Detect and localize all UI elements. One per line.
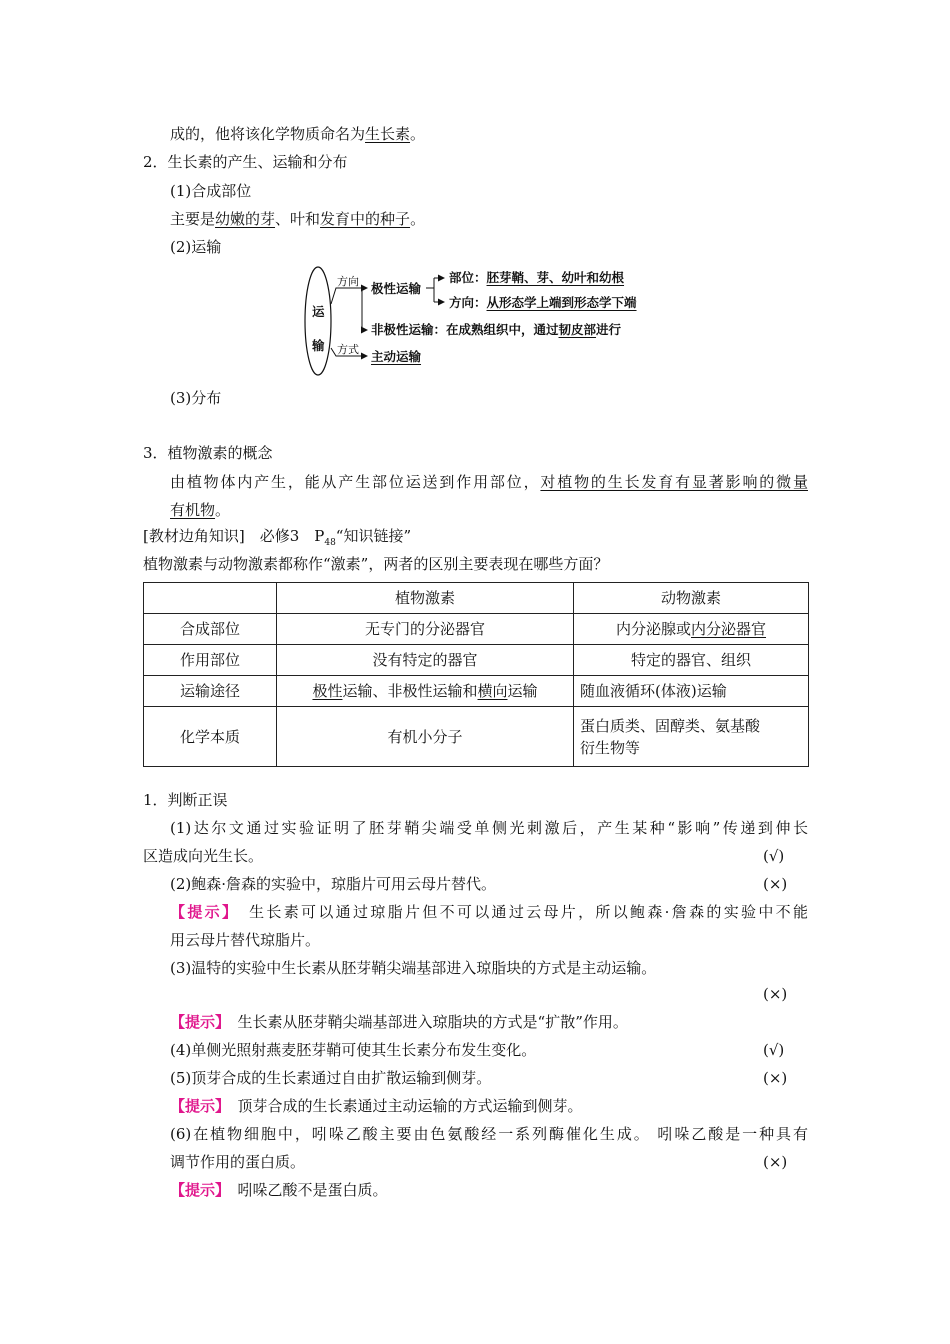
corner-question: 植物激素与动物激素都称作“激素”，两者的区别主要表现在哪些方面？: [143, 555, 609, 573]
synthesis-text: 主要是幼嫩的芽、叶和发育中的种子。: [170, 210, 426, 228]
concept-line-1: 由植物体内产生，能从产生部位运送到作用部位，对植物的生长发育有显著影响的微量: [170, 473, 808, 491]
location-line: 部位：胚芽鞘、芽、幼叶和幼根: [449, 270, 625, 285]
q2: (2)鲍森·詹森的实验中，琼脂片可用云母片替代。: [170, 875, 497, 893]
judge-title: 1．判断正误: [143, 791, 228, 809]
sub-heading-synthesis: (1)合成部位: [170, 182, 252, 200]
transport-diagram: [304, 266, 654, 384]
q5: (5)顶芽合成的生长素通过自由扩散运输到侧芽。: [170, 1069, 492, 1087]
table-row: [144, 645, 809, 676]
row-label: 合成部位: [144, 614, 277, 645]
sub-heading-transport: (2)运输: [170, 238, 222, 256]
underlined-answer: 生长素: [365, 125, 411, 143]
animal-cell: 特定的器官、组织: [574, 645, 809, 676]
plant-cell: 无专门的分泌器官: [277, 614, 574, 645]
corner-knowledge-label: [教材边角知识] 必修3 $P_{48}“$知识链接”: [143, 527, 412, 548]
table-row: [144, 676, 809, 707]
tip-label: 【提示】: [170, 1097, 223, 1115]
diagram-ellipse: [305, 267, 331, 375]
table-row: [144, 707, 809, 767]
underlined-answer: 对植物的生长发育有显著影响的微量: [540, 473, 808, 491]
table-header-cell: 植物激素: [277, 583, 574, 614]
polar-transport: 极性运输: [371, 281, 422, 296]
tip-6: 【提示】 吲哚乙酸不是蛋白质。: [170, 1181, 388, 1199]
tip-label: 【提示】: [170, 1013, 223, 1031]
plant-cell: 极性运输、非极性运输和横向运输: [277, 676, 574, 707]
sub-heading-distribution: (3)分布: [170, 389, 222, 407]
animal-cell: 随血液循环(体液)运输: [574, 676, 809, 707]
comparison-table: [143, 582, 809, 767]
q1-line-1: (1)达尔文通过实验证明了胚芽鞘尖端受单侧光刺激后，产生某种“影响”传递到伸长: [170, 819, 808, 837]
q4-mark: (√): [763, 1041, 785, 1059]
label-direction: 方向: [337, 275, 359, 288]
active-transport: 主动运输: [371, 349, 422, 364]
section-2-title: 2．生长素的产生、运输和分布: [143, 153, 348, 171]
tip-label: 【提示】: [170, 1181, 223, 1199]
underlined-answer: 有机物: [170, 501, 216, 519]
underlined-answer: 幼嫩的芽: [215, 210, 276, 228]
table-row: [144, 614, 809, 645]
plant-cell: 没有特定的器官: [277, 645, 574, 676]
table-header-row: [144, 583, 809, 614]
label-method: 方式: [337, 343, 359, 356]
tip-2-line-1: 【提示】 生长素可以通过琼脂片但不可以通过云母片，所以鲍森·詹森的实验中不能: [170, 903, 808, 921]
diagram-char-1: 运: [312, 304, 325, 319]
tip-5: 【提示】 顶芽合成的生长素通过主动运输的方式运输到侧芽。: [170, 1097, 583, 1115]
q4: (4)单侧光照射燕麦胚芽鞘可使其生长素分布发生变化。: [170, 1041, 537, 1059]
section-3-title: 3．植物激素的概念: [143, 444, 273, 462]
q3-mark: (×): [763, 985, 788, 1003]
q6-mark: (×): [763, 1153, 788, 1171]
q6-line-1: (6)在植物细胞中，吲哚乙酸主要由色氨酸经一系列酶催化生成。 吲哚乙酸是一种具有: [170, 1125, 808, 1143]
tip-2-line-2: 用云母片替代琼脂片。: [170, 931, 321, 949]
q1-mark: (√): [763, 847, 785, 865]
intro-line: 成的，他将该化学物质命名为生长素。: [170, 125, 426, 143]
plant-cell: 有机小分子: [277, 707, 574, 767]
underlined-answer: 发育中的种子: [320, 210, 411, 228]
row-label: 作用部位: [144, 645, 277, 676]
diagram-char-2: 输: [312, 338, 325, 353]
direction-line: 方向：从形态学上端到形态学下端: [449, 295, 637, 310]
table-header-cell: 动物激素: [574, 583, 809, 614]
q1-line-2: 区造成向光生长。: [143, 847, 264, 865]
nonpolar-line: 非极性运输：在成熟组织中，通过韧皮部进行: [371, 322, 622, 337]
tip-label: 【提示】: [170, 903, 232, 921]
q3: (3)温特的实验中生长素从胚芽鞘尖端基部进入琼脂块的方式是主动运输。: [170, 959, 657, 977]
row-label: 运输途径: [144, 676, 277, 707]
tip-3: 【提示】 生长素从胚芽鞘尖端基部进入琼脂块的方式是“扩散”作用。: [170, 1013, 628, 1031]
animal-cell: 内分泌腺或内分泌器官: [574, 614, 809, 645]
concept-line-2: 有机物。: [170, 501, 231, 519]
q5-mark: (×): [763, 1069, 788, 1087]
animal-cell: 蛋白质类、固醇类、氨基酸 衍生物等: [574, 707, 809, 767]
row-label: 化学本质: [144, 707, 277, 767]
q6-line-2: 调节作用的蛋白质。: [170, 1153, 306, 1171]
table-header-cell: [144, 583, 277, 614]
q2-mark: (×): [763, 875, 788, 893]
